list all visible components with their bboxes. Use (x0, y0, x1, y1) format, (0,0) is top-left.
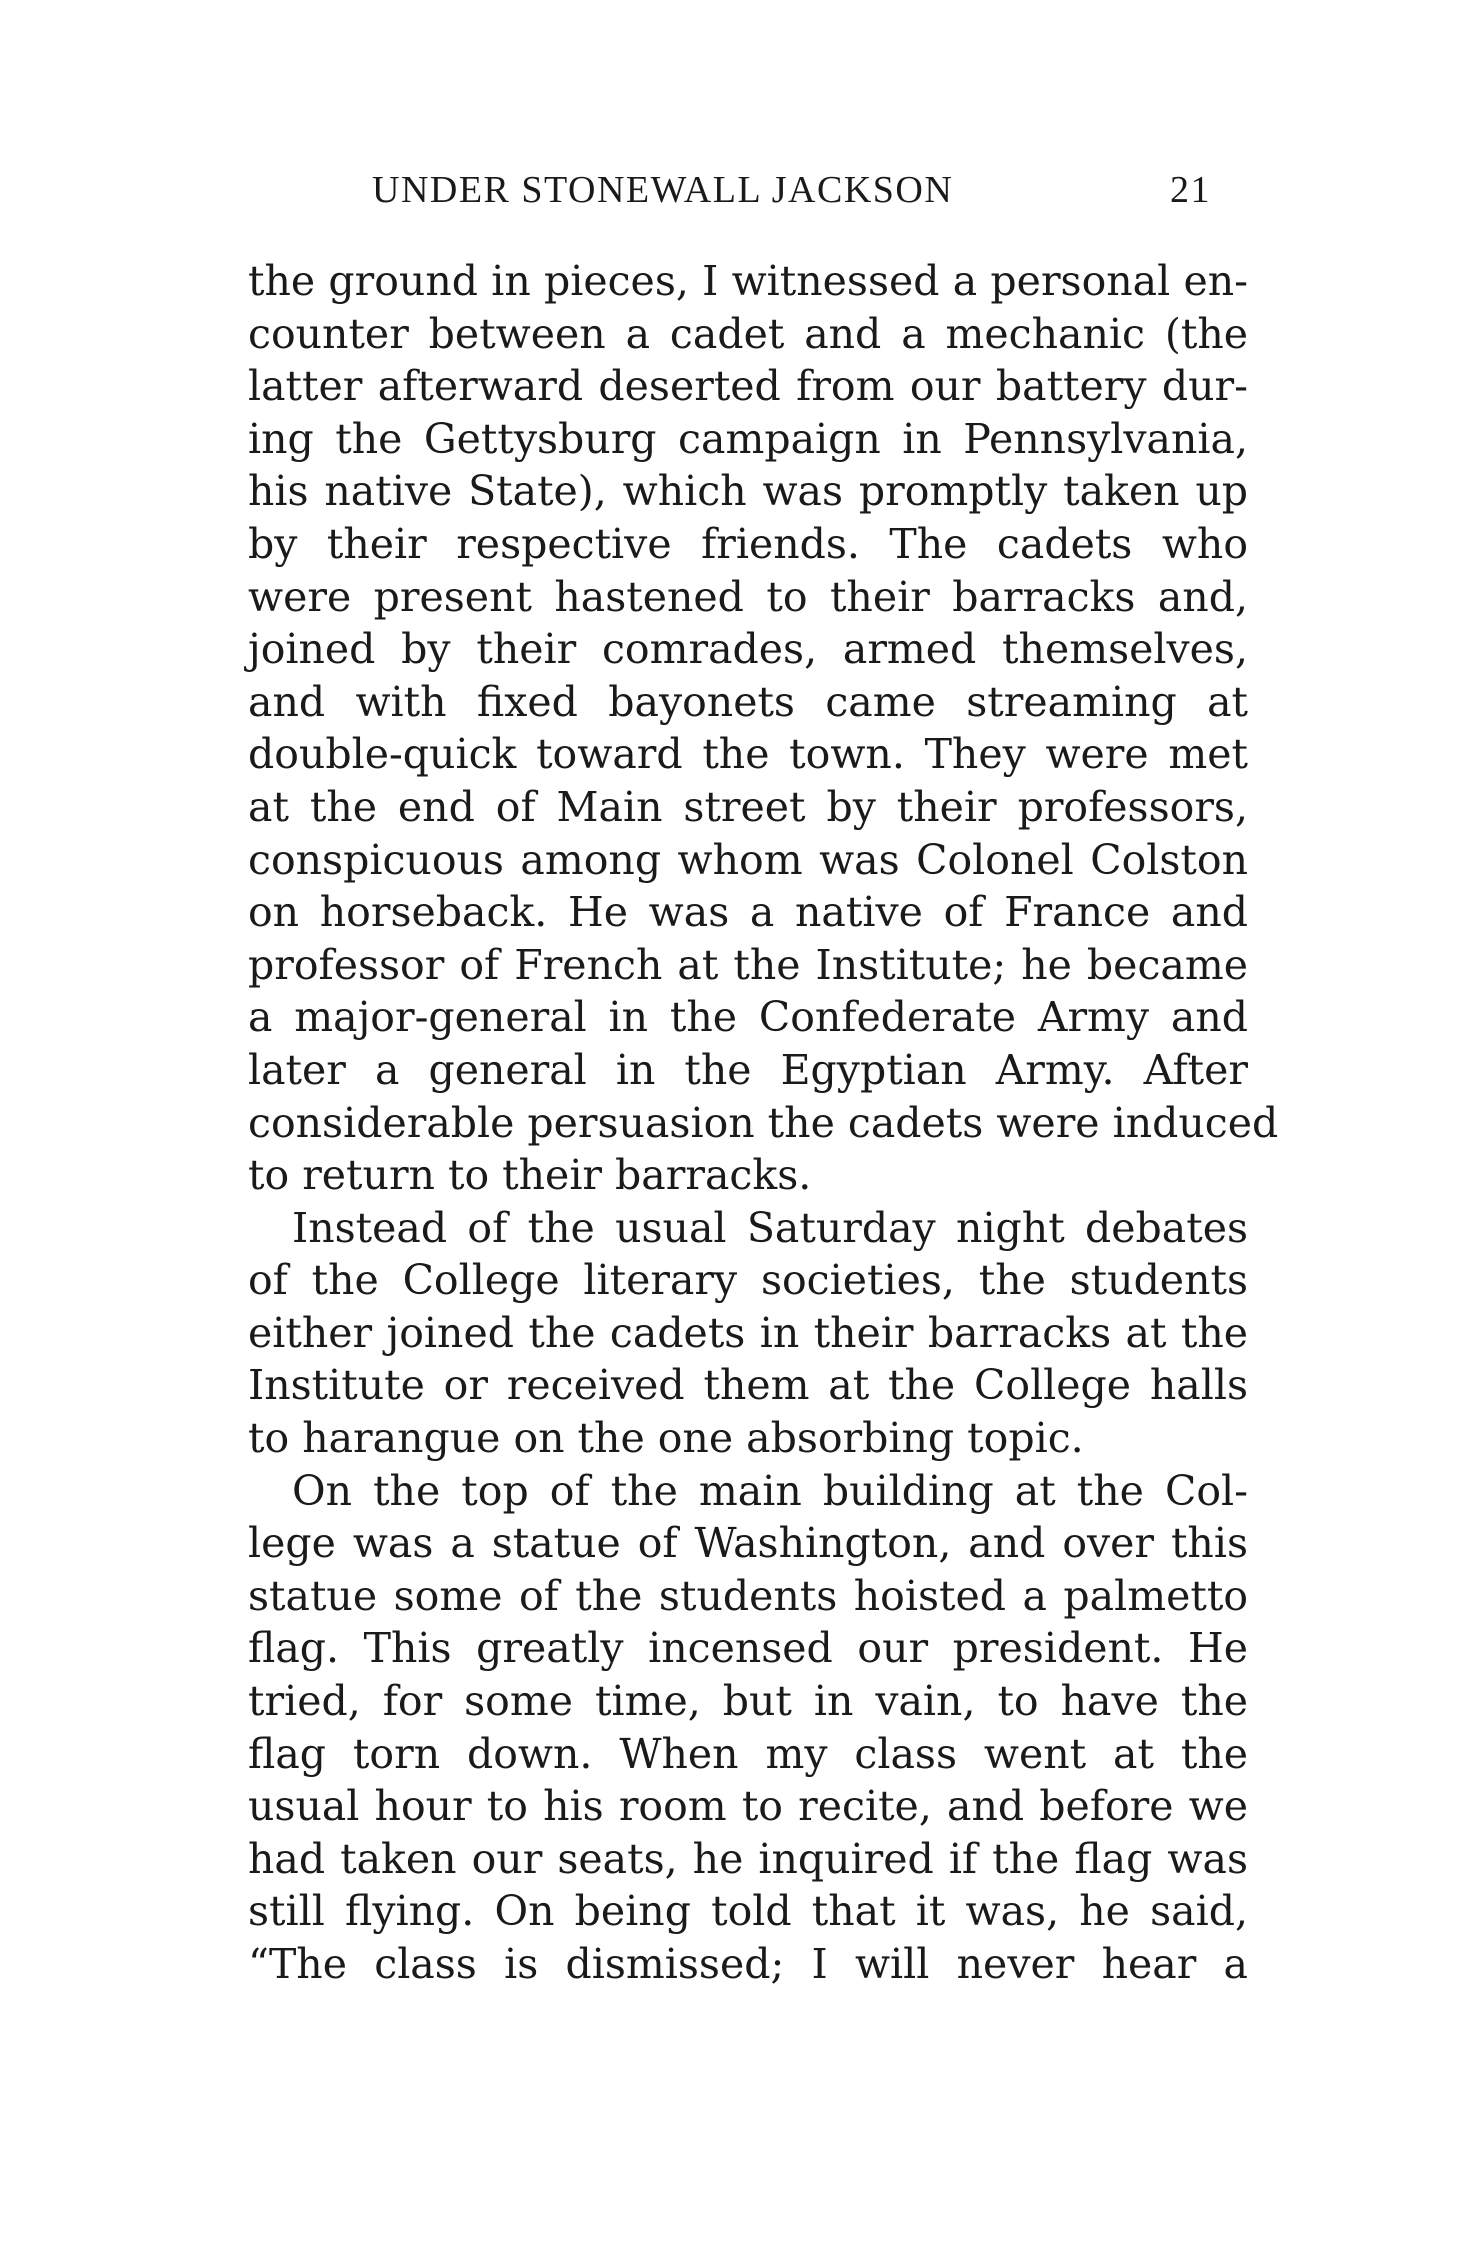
text-line: on horseback. He was a native of France and (248, 888, 1248, 937)
text-line: double-quick toward the town. They were met (248, 730, 1248, 779)
text-line: ing the Gettysburg campaign in Pennsylvania, (248, 414, 1248, 463)
text-line: later a general in the Egyptian Army. After (248, 1045, 1248, 1094)
text-line: professor of French at the Institute; he became (248, 940, 1248, 989)
text-line: tried, for some time, but in vain, to have the (248, 1677, 1248, 1726)
text-line: at the end of Main street by their professors, (248, 782, 1248, 831)
text-line: a major-general in the Confederate Army and (248, 993, 1248, 1042)
text-line: the ground in pieces, I witnessed a personal en- (248, 257, 1248, 305)
text-line: either joined the cadets in their barracks at the (248, 1308, 1248, 1357)
text-line: to harangue on the one absorbing topic. (248, 1414, 1084, 1463)
text-line: to return to their barracks. (248, 1151, 812, 1200)
text-line: statue some of the students hoisted a palmetto (248, 1571, 1248, 1620)
page-number: 21 (1170, 169, 1211, 211)
text-line: were present hastened to their barracks and, (248, 572, 1248, 621)
text-line: and with fixed bayonets came streaming at (248, 677, 1248, 726)
text-line: latter afterward deserted from our battery dur- (248, 362, 1248, 411)
text-line: Institute or received them at the College halls (248, 1361, 1248, 1410)
text-line: “The class is dismissed; I will never hear a (248, 1940, 1248, 1988)
text-line: counter between a cadet and a mechanic (the (248, 309, 1248, 358)
text-line: his native State), which was promptly taken up (248, 467, 1248, 516)
text-line: joined by their comrades, armed themselves, (248, 625, 1248, 674)
text-line: of the College literary societies, the students (248, 1256, 1248, 1305)
text-line: still flying. On being told that it was, he said, (248, 1887, 1248, 1936)
page-header (248, 168, 1248, 218)
text-line: flag torn down. When my class went at the (248, 1729, 1248, 1778)
text-line: lege was a statue of Washington, and over this (248, 1519, 1248, 1568)
text-line: Instead of the usual Saturday night debates (292, 1203, 1248, 1252)
text-line: considerable persuasion the cadets were induced (248, 1098, 1279, 1147)
body-text (248, 255, 1279, 1991)
text-line: had taken our seats, he inquired if the flag was (248, 1834, 1248, 1883)
text-line: conspicuous among whom was Colonel Colston (248, 835, 1248, 884)
text-line: On the top of the main building at the Col- (292, 1466, 1248, 1515)
text-line: by their respective friends. The cadets who (248, 519, 1248, 568)
running-title: UNDER STONEWALL JACKSON (372, 169, 954, 211)
text-line: flag. This greatly incensed our president. He (248, 1624, 1248, 1673)
text-line: usual hour to his room to recite, and before we (248, 1782, 1248, 1831)
